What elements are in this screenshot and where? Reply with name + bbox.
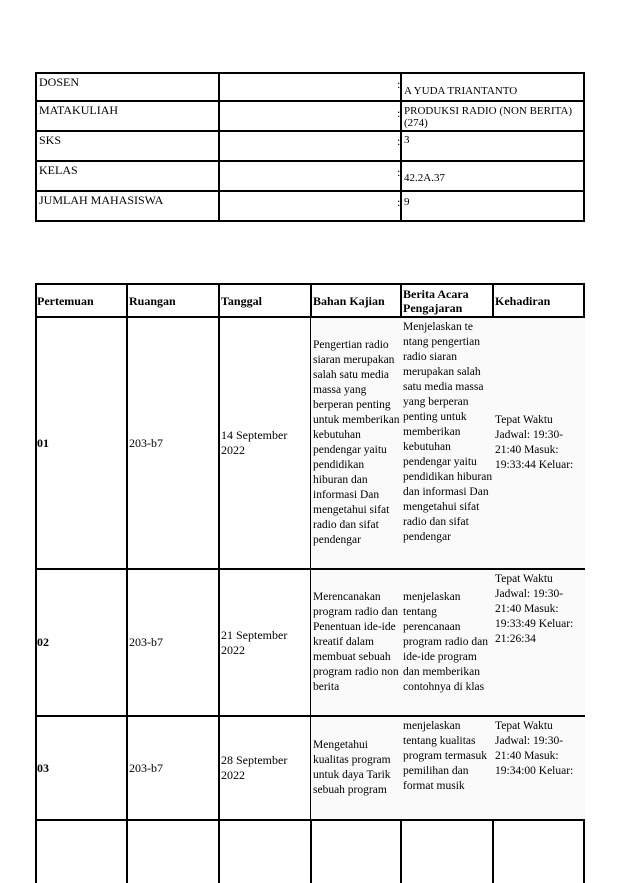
bahan-kajian-cell: Merencanakan program radio dan Penentuan ide-ide kreatif dalam membuat sebuah program radio non berita (311, 570, 401, 715)
tanggal-cell: 28 September 2022 (221, 753, 288, 782)
course-info-table (35, 72, 585, 222)
info-value: PRODUKSI RADIO (NON BERITA) (274) (404, 105, 573, 129)
info-colon: : (397, 106, 401, 120)
bahan-kajian-cell: Mengetahui kualitas program untuk daya Tarik sebuah program (311, 717, 401, 819)
header-kehadiran: Kehadiran (495, 293, 551, 308)
berita-acara-cell: menjelaskan tentang perencanaan program radio dan ide-ide program dan memberikan contohnya di klas (401, 570, 493, 715)
berita-acara-cell: Menjelaskan te ntang pengertian radio siaran merupakan salah satu media massa yang berperan penting untuk memberikan kebutuhan pendengar yaitu pendidikan hiburan dan informasi Dan mengetahui sifat radio dan sifat pendengar (401, 318, 493, 568)
table-header-row (35, 283, 585, 318)
info-colon: : (397, 195, 401, 209)
tanggal-cell: 14 September 2022 (221, 428, 288, 457)
info-value: 3 (404, 134, 410, 146)
header-pertemuan: Pertemuan (37, 293, 94, 308)
header-berita-acara: Berita Acara Pengajaran (403, 286, 469, 315)
header-ruangan: Ruangan (129, 293, 176, 308)
info-row-matakuliah (35, 102, 585, 132)
info-row-dosen (35, 72, 585, 102)
info-value: A YUDA TRIANTANTO (404, 85, 518, 97)
ruangan-cell: 203-b7 (129, 635, 163, 649)
info-label: JUMLAH MAHASISWA (39, 193, 164, 207)
info-row-kelas (35, 162, 585, 192)
info-value: 42.2A.37 (404, 172, 445, 184)
info-row-jumlah-mahasiswa (35, 192, 585, 222)
table-row (35, 570, 585, 717)
kehadiran-cell: Tepat Waktu Jadwal: 19:30-21:40 Masuk: 19:33:44 Keluar: (493, 318, 585, 568)
info-row-sks (35, 132, 585, 162)
ruangan-cell: 203-b7 (129, 760, 163, 775)
info-colon: : (397, 134, 401, 148)
pertemuan-cell: 02 (37, 635, 49, 649)
pertemuan-cell: 03 (37, 760, 49, 775)
table-row (35, 717, 585, 821)
kehadiran-cell: Tepat Waktu Jadwal: 19:30-21:40 Masuk: 19:33:49 Keluar: 21:26:34 (493, 570, 585, 715)
bahan-kajian-cell: Pengertian radio siaran merupakan salah satu media massa yang berperan penting untuk memberikan kebutuhan pendengar yaitu pendidikan hiburan dan informasi Dan mengetahui sifat radio dan sifat pendengar (311, 318, 401, 568)
kehadiran-cell: Tepat Waktu Jadwal: 19:30-21:40 Masuk: 19:34:00 Keluar: (493, 717, 585, 819)
info-label: DOSEN (39, 75, 80, 89)
info-colon: : (397, 77, 401, 91)
tanggal-cell: 21 September 2022 (221, 627, 288, 657)
header-bahan-kajian: Bahan Kajian (313, 293, 385, 308)
info-value: 9 (404, 196, 410, 208)
berita-acara-cell: menjelaskan tentang kualitas program termasuk pemilihan dan format musik (401, 717, 493, 819)
info-label: SKS (39, 133, 62, 147)
schedule-table (35, 283, 585, 883)
header-tanggal: Tanggal (221, 293, 262, 308)
info-label: MATAKULIAH (39, 103, 119, 117)
ruangan-cell: 203-b7 (129, 435, 163, 450)
info-label: KELAS (39, 163, 78, 177)
pertemuan-cell: 01 (37, 435, 49, 450)
info-colon: : (397, 165, 401, 179)
table-row (35, 318, 585, 570)
